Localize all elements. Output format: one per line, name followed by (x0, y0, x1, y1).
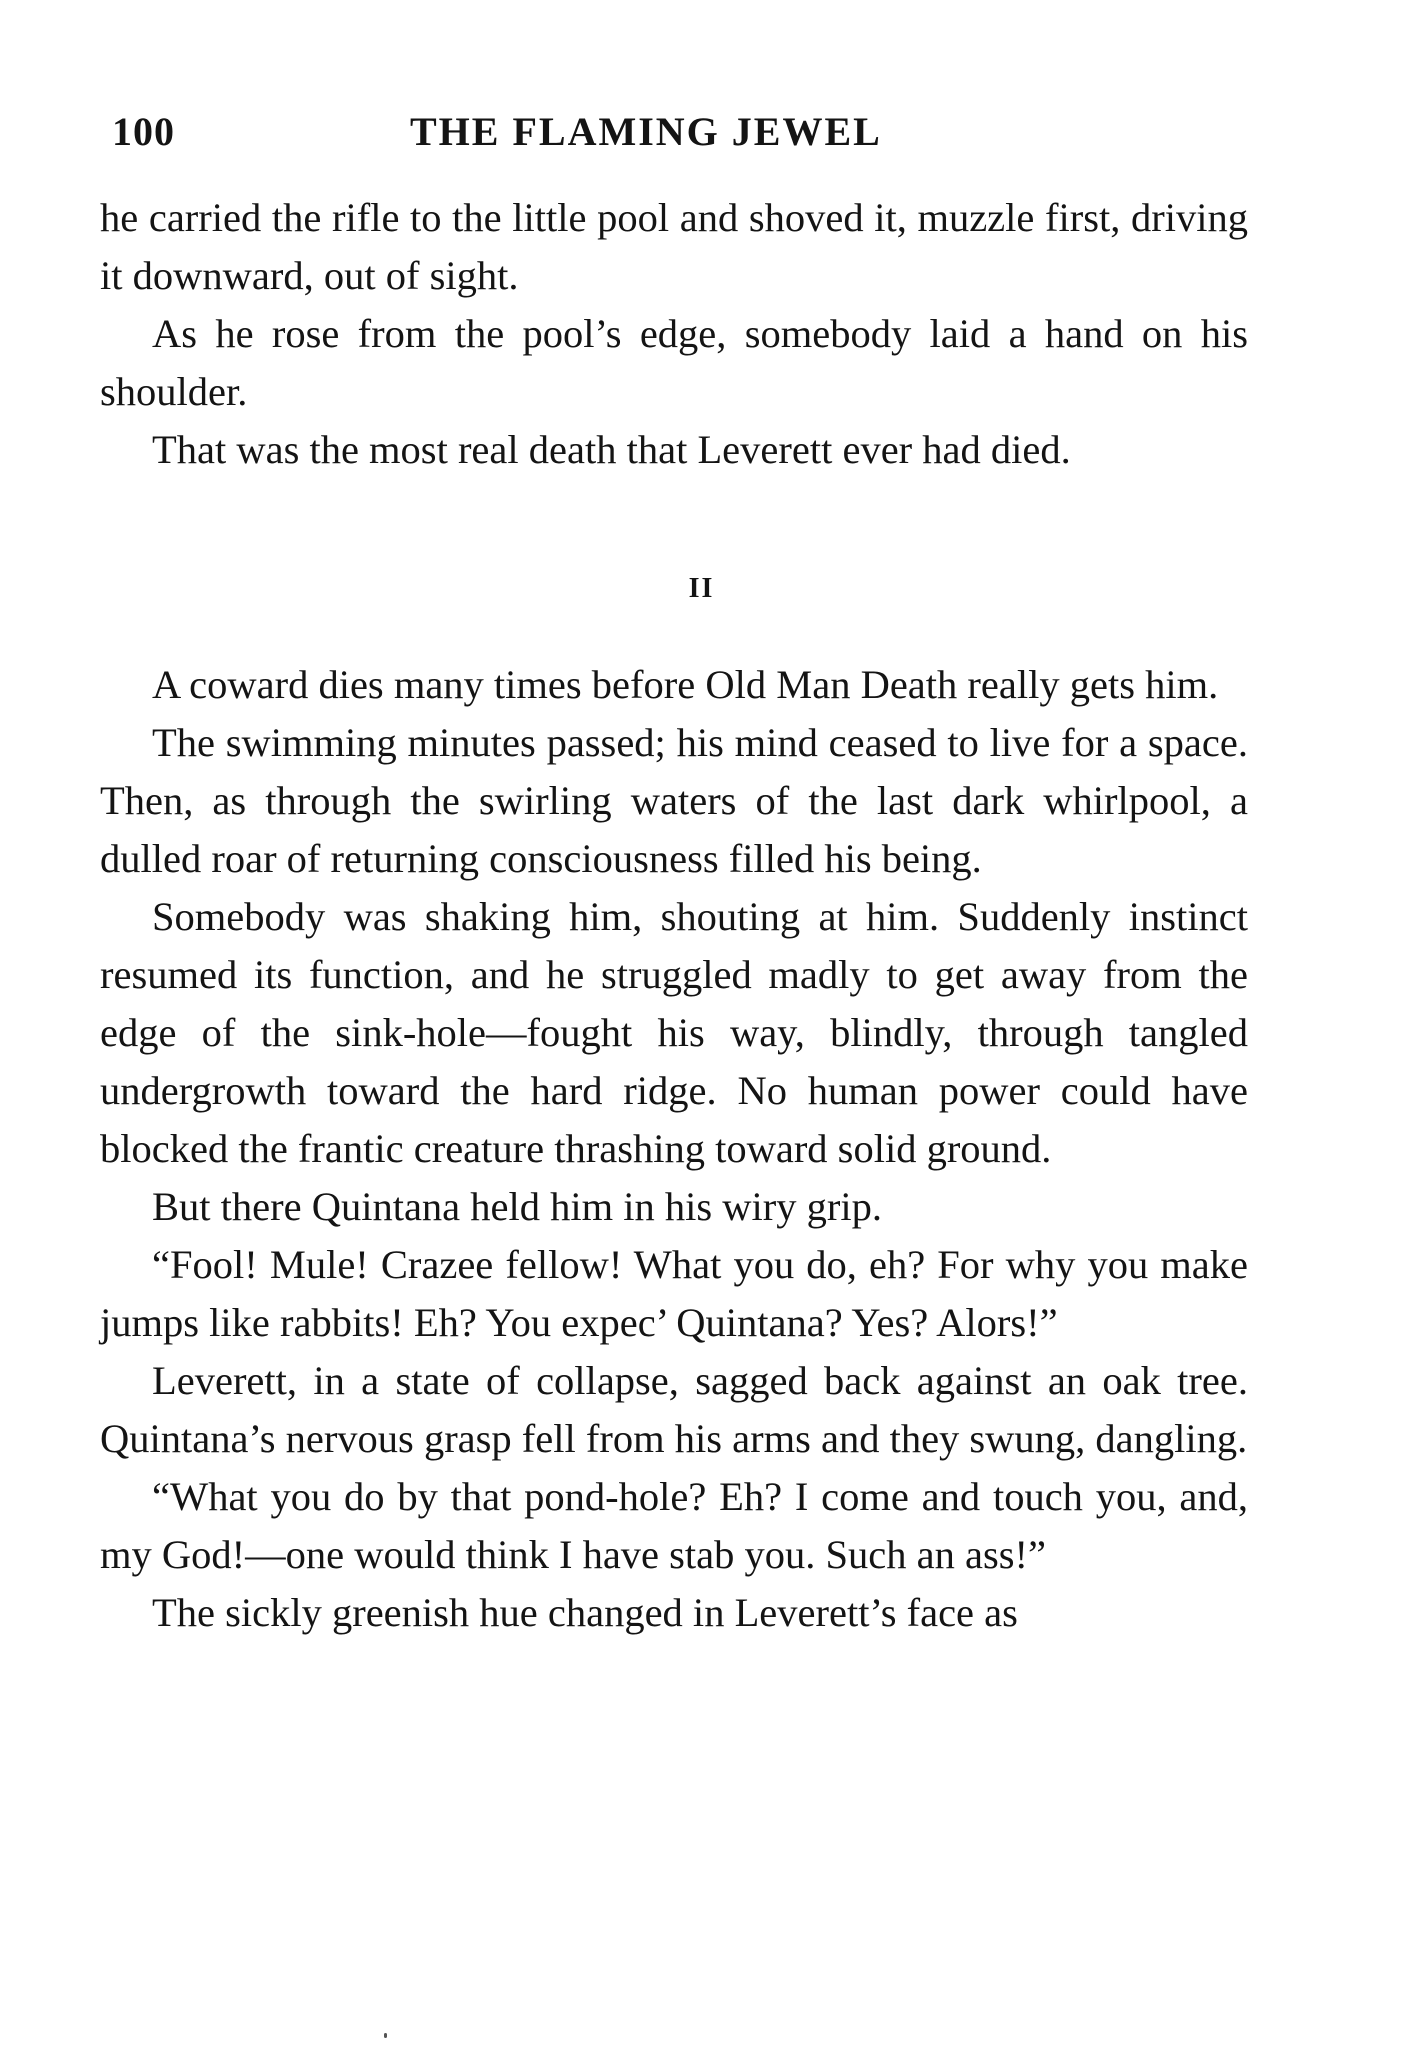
book-title: THE FLAMING JEWEL (410, 109, 882, 154)
paragraph: “What you do by that pond-hole? Eh? I come and touch you, and, my God!—one would think I have stab you. Such an ass!” (100, 1474, 1248, 1577)
paragraph: Leverett, in a state of collapse, sagged back against an oak tree. Quintana’s nervous grasp fell from his arms and they swung, dangling. (100, 1358, 1248, 1461)
paragraph: But there Quintana held him in his wiry grip. (152, 1184, 883, 1229)
page-number: 100 (112, 109, 175, 154)
section-heading: II (688, 573, 715, 604)
paragraph: “Fool! Mule! Crazee fellow! What you do, eh? For why you make jumps like rabbits! Eh? You expec’ Quintana? Yes? Alors!” (100, 1242, 1248, 1345)
text-block-after-section (100, 656, 1248, 1642)
paragraph: That was the most real death that Leverett ever had died. (152, 427, 1071, 472)
paragraph: The sickly greenish hue changed in Leverett’s face as (152, 1590, 1018, 1635)
paragraph: The swimming minutes passed; his mind ceased to live for a space. Then, as through the swirling waters of the last dark whirlpool, a dulled roar of returning consciousness filled his being. (100, 720, 1248, 881)
paragraph: Somebody was shaking him, shouting at him. Suddenly instinct resumed its function, and he struggled madly to get away from the edge of the sink-hole—fought his way, blindly, through tangled undergrowth toward the hard ridge. No human power could have blocked the frantic creature thrashing toward solid ground. (100, 894, 1248, 1171)
text-block-before-section (100, 189, 1248, 479)
paragraph: he carried the rifle to the little pool and shoved it, muzzle first, driving it downward, out of sight. (100, 195, 1248, 298)
running-head (112, 108, 1242, 168)
print-speck (384, 2033, 387, 2038)
paragraph: A coward dies many times before Old Man Death really gets him. (152, 662, 1219, 707)
paragraph: As he rose from the pool’s edge, somebody laid a hand on his shoulder. (100, 311, 1248, 414)
